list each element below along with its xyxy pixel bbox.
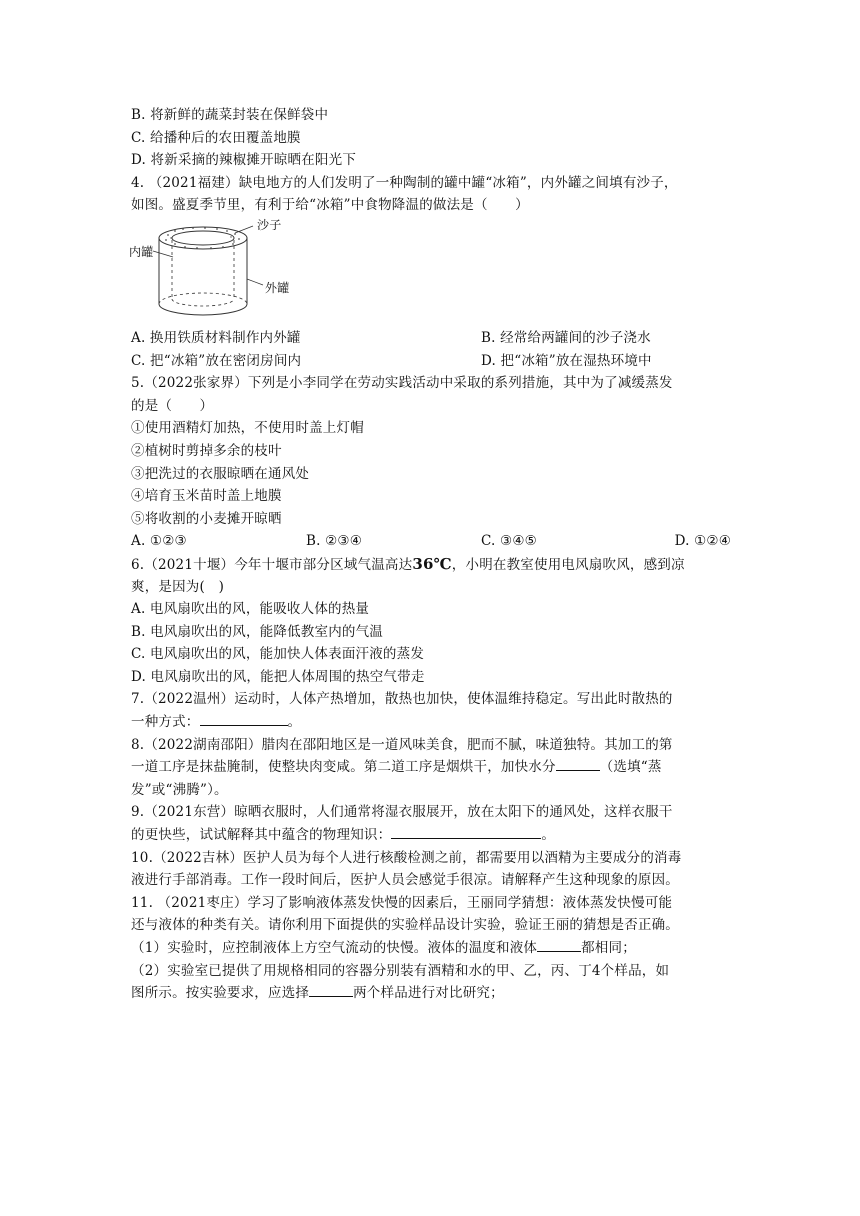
q6-stem-line2: 爽，是因为( ) [131, 578, 225, 595]
q8-stem-part2: （选填“蒸 [599, 759, 662, 776]
q9-stem-line2 [131, 824, 731, 847]
q3-option-d: D. 将新采摘的辣椒摊开晾晒在阳光下 [131, 152, 357, 169]
q5-option-d: D. ①②④ [674, 533, 731, 550]
q5-options-row [131, 530, 731, 553]
q11-sub1-part1: （1）实验时，应控制液体上方空气流动的快慢。液体的温度和液体 [131, 940, 538, 956]
q5-option-a: A. ①②③ [131, 533, 187, 550]
q6-stem-part2: ，小明在教室使用电风扇吹风，感到凉 [451, 556, 685, 573]
icebox-figure [129, 217, 731, 321]
q5-stem-line1: 5.（2022张家界）下列是小李同学在劳动实践活动中采取的系列措施，其中为了减缓蒸发 [131, 375, 673, 392]
q5-item-4: ④培育玉米苗时盖上地膜 [131, 488, 282, 505]
q5-item-5: ⑤将收割的小麦摊开晾晒 [131, 510, 282, 527]
q5-item-3: ③把洗过的衣服晾晒在通风处 [131, 465, 310, 482]
q8-stem-line1: 8.（2022湖南邵阳）腊肉在邵阳地区是一道风味美食，肥而不腻，味道独特。其加工的第 [131, 736, 673, 753]
q8-stem-line3: 发”或“沸腾”）。 [131, 781, 228, 798]
q3-option-c: C. 给播种后的农田覆盖地膜 [131, 129, 301, 146]
q9-answer-blank[interactable] [391, 824, 541, 839]
q7-stem-part2: 。 [287, 714, 302, 731]
q6-temperature: 36℃ [412, 554, 452, 573]
q6-option-a: A. 电风扇吹出的风，能吸收人体的热量 [131, 601, 370, 618]
q9-stem-line1: 9.（2021东营）晾晒衣服时，人们通常将湿衣服展开，放在太阳下的通风处，这样衣服干 [131, 804, 673, 821]
q11-sub2-part2: 两个样品进行对比研究； [353, 985, 504, 1002]
q4-stem-line1: 4. （2021福建）缺电地方的人们发明了一种陶制的罐中罐“冰箱”，内外罐之间填有沙子， [131, 174, 678, 191]
q11-sub1-part2: 都相同； [581, 940, 636, 956]
figure-label-outer-jar: 外罐 [265, 280, 290, 295]
q8-stem-line2 [131, 756, 731, 779]
q6-stem-line1 [131, 553, 731, 576]
q4-stem-line2: 如图。盛夏季节里，有利于给“冰箱”中食物降温的做法是（ ） [131, 197, 529, 214]
icebox-diagram [131, 221, 311, 321]
q8-answer-blank[interactable] [556, 756, 600, 771]
q10-stem-line1: 10.（2022吉林）医护人员为每个人进行核酸检测之前，都需要用以酒精为主要成分的消毒 [131, 849, 682, 866]
q10-stem-line2: 液进行手部消毒。工作一段时间后，医护人员会感觉手很凉。请解释产生这种现象的原因。 [131, 872, 679, 889]
q9-stem-part2: 。 [541, 827, 556, 844]
q4-options-row2 [131, 350, 731, 373]
q5-stem-line2: 的是（ ） [131, 397, 214, 414]
q6-option-d: D. 电风扇吹出的风，能把人体周围的热空气带走 [131, 668, 425, 685]
question-content [131, 104, 731, 1005]
q11-stem-line2: 还与液体的种类有关。请你利用下面提供的实验样品设计实验，验证王丽的猜想是否正确。 [131, 917, 679, 934]
q5-option-c: C. ③④⑤ [481, 533, 537, 550]
q4-option-a: A. 换用铁质材料制作内外罐 [131, 329, 301, 346]
q11-sub1 [131, 937, 731, 960]
q4-options-row1 [131, 327, 731, 350]
q5-option-b: B. ②③④ [306, 533, 363, 550]
q7-stem-line1: 7.（2022温州）运动时，人体产热增加，散热也加快，使体温维持稳定。写出此时散热的 [131, 691, 673, 708]
q11-sub2-line2 [131, 982, 731, 1005]
q7-stem-line2 [131, 711, 731, 734]
q11-sub2-answer-blank[interactable] [309, 982, 353, 997]
q8-stem-part1: 一道工序是抹盐腌制，使整块肉变咸。第二道工序是烟烘干，加快水分 [131, 759, 556, 776]
q7-stem-part1: 一种方式： [131, 714, 200, 731]
q4-option-c: C. 把“冰箱”放在密闭房间内 [131, 352, 302, 369]
q6-option-c: C. 电风扇吹出的风，能加快人体表面汗液的蒸发 [131, 646, 425, 663]
figure-label-inner-jar: 内罐 [129, 244, 154, 259]
q5-item-1: ①使用酒精灯加热，不使用时盖上灯帽 [131, 420, 364, 437]
q5-item-2: ②植树时剪掉多余的枝叶 [131, 442, 282, 459]
q4-option-d: D. 把“冰箱”放在湿热环境中 [481, 352, 652, 369]
q7-answer-blank[interactable] [200, 711, 288, 726]
q11-sub2-part1: 图所示。按实验要求，应选择 [131, 985, 310, 1002]
q11-sub1-answer-blank[interactable] [537, 937, 581, 952]
q6-option-b: B. 电风扇吹出的风，能降低教室内的气温 [131, 623, 384, 640]
figure-label-sand: 沙子 [257, 217, 282, 232]
q3-option-b: B. 将新鲜的蔬菜封装在保鲜袋中 [131, 107, 329, 123]
q9-stem-part1: 的更快些，试试解释其中蕴含的物理知识： [131, 827, 392, 844]
q4-option-b: B. 经常给两罐间的沙子浇水 [481, 329, 651, 346]
q11-sub2-line1: （2）实验室已提供了用规格相同的容器分别装有酒精和水的甲、乙，丙、丁4个样品，如 [131, 962, 670, 979]
q6-stem-part1: 6.（2021十堰）今年十堰市部分区域气温高达 [131, 556, 413, 573]
q11-stem-line1: 11. （2021枣庄）学习了影响液体蒸发快慢的因素后，王丽同学猜想：液体蒸发快慢可能 [131, 894, 673, 911]
